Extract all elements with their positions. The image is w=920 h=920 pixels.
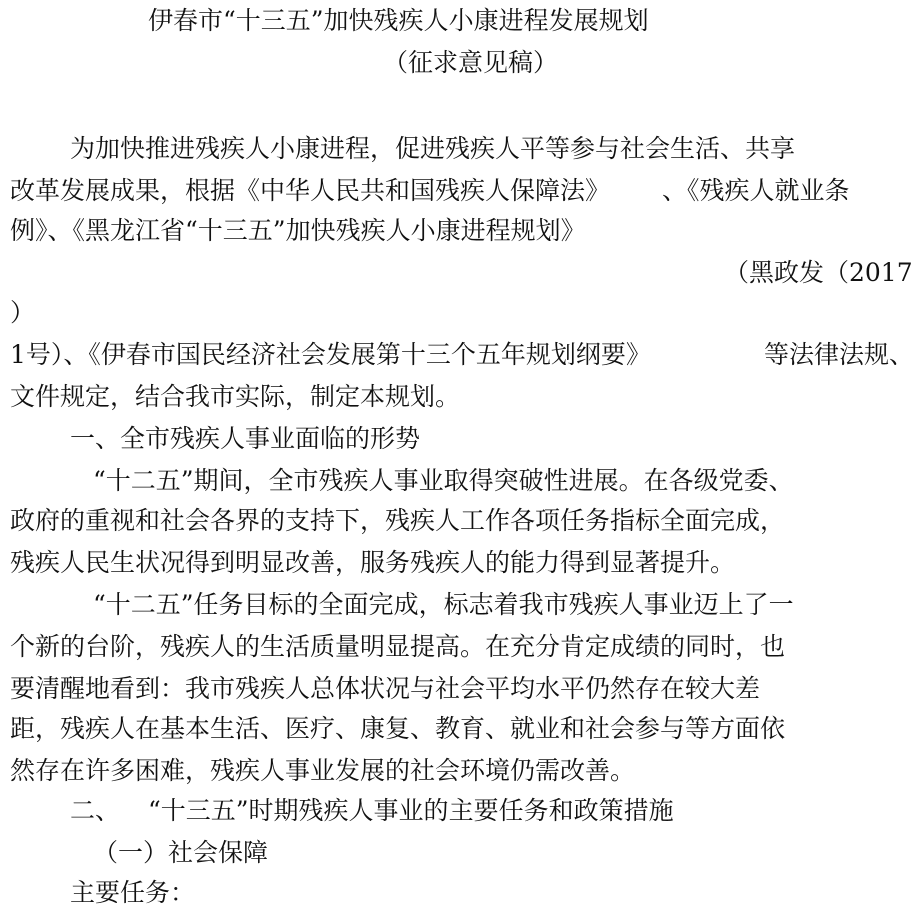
- paragraph-line: 、《残疾人就业条: [662, 176, 850, 205]
- document-title: 伊春市“十三五”加快残疾人小康进程发展规划: [148, 6, 649, 35]
- paragraph-line: 改革发展成果，根据《中华人民共和国残疾人保障法》: [10, 176, 611, 205]
- document-subtitle: （征求意见稿）: [383, 48, 559, 77]
- section-number: 二、: [70, 796, 121, 825]
- paragraph-line: “十二五”期间，全市残疾人事业取得突破性进展。在各级党委、: [93, 466, 794, 495]
- paragraph-line: 然存在许多困难，残疾人事业发展的社会环境仍需改善。: [10, 756, 636, 785]
- section-heading: 一、全市残疾人事业面临的形势: [70, 424, 421, 453]
- paragraph-line: ）: [10, 298, 36, 327]
- paragraph-line: “十二五”任务目标的全面完成，标志着我市残疾人事业迈上了一: [93, 590, 794, 619]
- paragraph-line: 为加快推进残疾人小康进程，促进残疾人平等参与社会生活、共享: [70, 134, 796, 163]
- subsection-heading: （一）社会保障: [93, 838, 269, 867]
- subheading: 主要任务：: [70, 878, 196, 907]
- paragraph-line: 等法律法规、: [764, 340, 915, 369]
- paragraph-line: 要清醒地看到：我市残疾人总体状况与社会平均水平仍然存在较大差: [10, 674, 761, 703]
- section-heading: “十三五”时期残疾人事业的主要任务和政策措施: [148, 796, 674, 825]
- paragraph-line: （黑政发（2017: [724, 258, 913, 287]
- paragraph-line: 文件规定，结合我市实际，制定本规划。: [10, 382, 461, 411]
- paragraph-line: 政府的重视和社会各界的支持下，残疾人工作各项任务指标全面完成，: [10, 506, 786, 535]
- paragraph-line: 1号）、《伊春市国民经济社会发展第十三个五年规划纲要》: [10, 340, 651, 369]
- paragraph-line: 例》、《黑龙江省“十三五”加快残疾人小康进程规划》: [10, 216, 586, 245]
- paragraph-line: 距，残疾人在基本生活、医疗、康复、教育、就业和社会参与等方面依: [10, 714, 786, 743]
- paragraph-line: 个新的台阶，残疾人的生活质量明显提高。在充分肯定成绩的同时，也: [10, 632, 786, 661]
- paragraph-line: 残疾人民生状况得到明显改善，服务残疾人的能力得到显著提升。: [10, 548, 736, 577]
